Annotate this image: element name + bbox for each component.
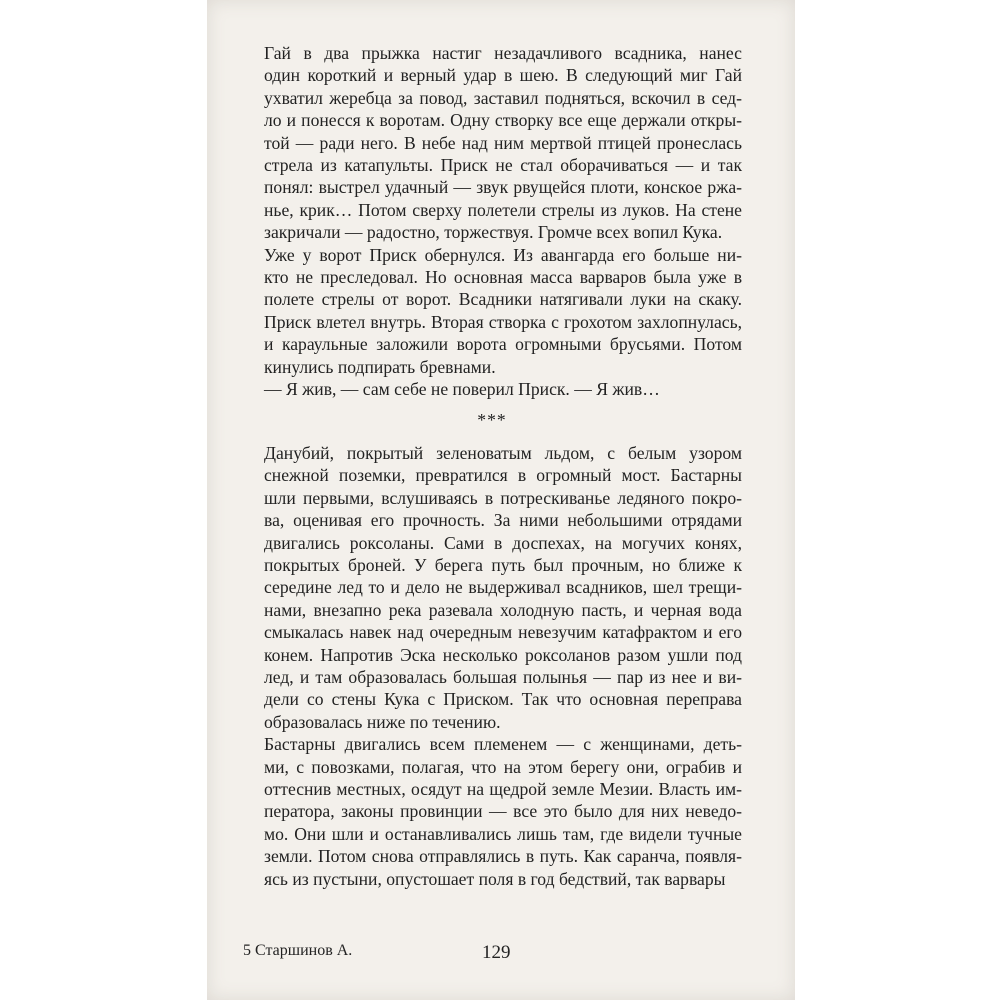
text-line: Приск влетел внутрь. Вторая створка с грохотом захлопнулась, bbox=[264, 311, 742, 332]
text-line: дели со стены Кука с Приском. Так что основная переправа bbox=[264, 689, 742, 710]
text-line: Гай в два прыжка настиг незадачливого всадника, нанес bbox=[264, 43, 742, 63]
text-line: лед, и там образовалась большая полынья — пар из нее и ви- bbox=[264, 666, 742, 687]
text-line: покрытых броней. У берега путь был прочным, но ближе к bbox=[264, 554, 742, 575]
text-line: ло и понесся к воротам. Одну створку все еще держали откры- bbox=[264, 110, 742, 131]
text-line: ми, с повозками, полагая, что на этом берегу они, ограбив и bbox=[264, 756, 742, 777]
text-line: образовалась ниже по течению. bbox=[264, 711, 501, 732]
paragraph bbox=[242, 378, 742, 400]
section-before-separator bbox=[242, 42, 742, 401]
text-line: шли первыми, вслушиваясь в потрескиванье ледяного покро- bbox=[264, 487, 742, 508]
printer-signature: 5 Старшинов А. bbox=[243, 942, 353, 959]
paragraph bbox=[242, 244, 742, 378]
text-line: Уже у ворот Приск обернулся. Из авангарда его больше ни- bbox=[264, 244, 742, 265]
text-line: снежной поземки, превратился в огромный мост. Бастарны bbox=[264, 465, 742, 486]
text-line: кинулись подпирать бревнами. bbox=[264, 356, 496, 377]
text-line: нами, внезапно река разевала холодную пасть, и черная вода bbox=[264, 599, 742, 620]
text-line: мо. Они шли и останавливались лишь там, где видели тучные bbox=[264, 823, 742, 844]
page-number: 129 bbox=[482, 942, 511, 963]
text-line: земли. Потом снова отправлялись в путь. Как саранча, появля- bbox=[264, 846, 742, 867]
text-line: середине лед то и дело не выдерживал всадников, шел трещи- bbox=[264, 577, 742, 598]
text-line: ухватил жеребца за повод, заставил подняться, вскочил в сед- bbox=[264, 87, 742, 108]
text-line: — Я жив, — сам себе не поверил Приск. — Я жив… bbox=[264, 379, 660, 400]
section-after-separator bbox=[242, 442, 742, 890]
text-line: полете стрелы от ворот. Всадники натягивали луки на скаку. bbox=[264, 289, 742, 310]
paragraph bbox=[242, 733, 742, 890]
text-line: Данубий, покрытый зеленоватым льдом, с белым узором bbox=[264, 442, 742, 463]
text-line: смыкалась навек над очередным невезучим катафрактом и его bbox=[264, 622, 742, 643]
text-line: один короткий и верный удар в шею. В следующий миг Гай bbox=[264, 65, 742, 86]
text-line: конем. Напротив Эска несколько роксоланов разом ушли под bbox=[264, 644, 742, 665]
text-line: стрела из катапульты. Приск не стал оборачиваться — и так bbox=[264, 155, 742, 176]
text-line: понял: выстрел удачный — звук рвущейся плоти, конское ржа- bbox=[264, 177, 742, 198]
text-line: нье, крик… Потом сверху полетели стрелы из луков. На стене bbox=[264, 199, 742, 220]
text-line: ва, оценивая его прочность. За ними небольшими отрядами bbox=[264, 510, 742, 531]
text-line: кто не преследовал. Но основная масса варваров была уже в bbox=[264, 267, 742, 288]
body-text bbox=[242, 42, 742, 890]
text-line: ператора, законы провинции — все это было для них неведо- bbox=[264, 801, 742, 822]
text-line: оттеснив местных, осядут на щедрой земле Мезии. Власть им- bbox=[264, 779, 742, 799]
text-line: и караульные заложили ворота огромными брусьями. Потом bbox=[264, 334, 742, 355]
text-line: двигались роксоланы. Сами в доспехах, на могучих конях, bbox=[264, 532, 742, 553]
text-line: закричали — радостно, торжествуя. Громче всех вопил Кука. bbox=[264, 222, 723, 243]
text-line: той — ради него. В небе над ним мертвой птицей пронеслась bbox=[264, 132, 742, 153]
text-line: Бастарны двигались всем племенем — с женщинами, деть- bbox=[264, 734, 742, 755]
text-line: ясь из пустыни, опустошает поля в год бедствий, так варвары bbox=[264, 868, 726, 889]
paragraph bbox=[242, 442, 742, 733]
section-separator: *** bbox=[477, 409, 507, 430]
paragraph bbox=[242, 42, 742, 244]
